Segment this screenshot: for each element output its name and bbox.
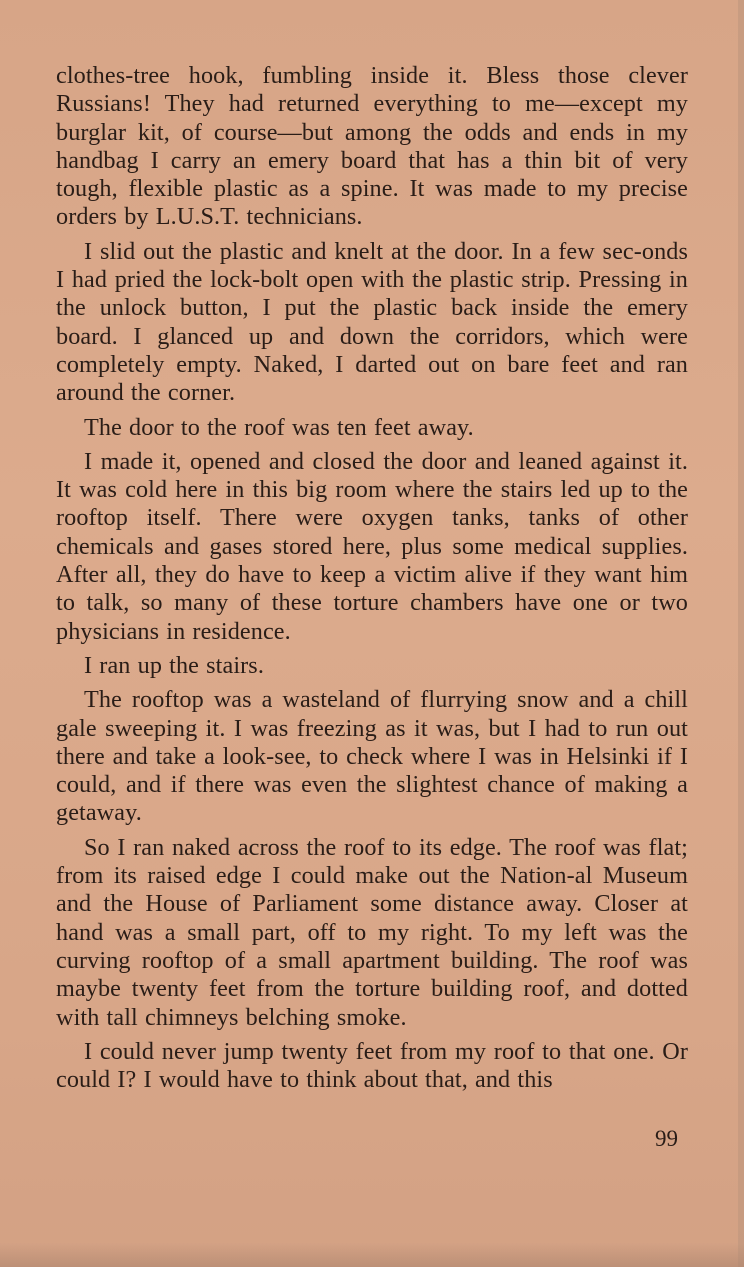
paragraph-7: So I ran naked across the roof to its edge. The roof was flat; from its raised edge I could make out the Nation-al Museum and the House of Parliament some distance away. Closer at hand was a small part, off to my right. To my left was the curving rooftop of a small apartment building. The roof was maybe twenty feet from the torture building roof, and dotted with tall chimneys belching smoke. (56, 833, 688, 1031)
paragraph-4: I made it, opened and closed the door and leaned against it. It was cold here in this big room where the stairs led up to the rooftop itself. There were oxygen tanks, tanks of other chemicals and gases stored here, plus some medical supplies. After all, they do have to keep a victim alive if they want him to talk, so many of these torture chambers have one or two physicians in residence. (56, 447, 688, 645)
paragraph-1: clothes-tree hook, fumbling inside it. Bless those clever Russians! They had returned everything to me—except my burglar kit, of course—but among the odds and ends in my handbag I carry an emery board that has a thin bit of very tough, flexible plastic as a spine. It was made to my precise orders by L.U.S.T. technicians. (56, 62, 688, 231)
paragraph-3: The door to the roof was ten feet away. (84, 413, 474, 441)
page-number: 99 (655, 1126, 678, 1151)
page-edge (738, 0, 744, 1267)
paragraph-8: I could never jump twenty feet from my roof to that one. Or could I? I would have to think about that, and this (56, 1037, 688, 1094)
paragraph-2: I slid out the plastic and knelt at the door. In a few sec-onds I had pried the lock-bolt open with the plastic strip. Pressing in the unlock button, I put the plastic back inside the emery board. I glanced up and down the corridors, which were completely empty. Naked, I darted out on bare feet and ran around the corner. (56, 237, 688, 407)
paragraph-6: The rooftop was a wasteland of flurrying snow and a chill gale sweeping it. I was freezing as it was, but I had to run out there and take a look-see, to check where I was in Helsinki if I could, and if there was even the slightest chance of making a getaway. (56, 686, 688, 827)
page-bottom-shadow (0, 1243, 744, 1267)
body-text (56, 62, 688, 1094)
paragraph-5: I ran up the stairs. (84, 651, 264, 679)
